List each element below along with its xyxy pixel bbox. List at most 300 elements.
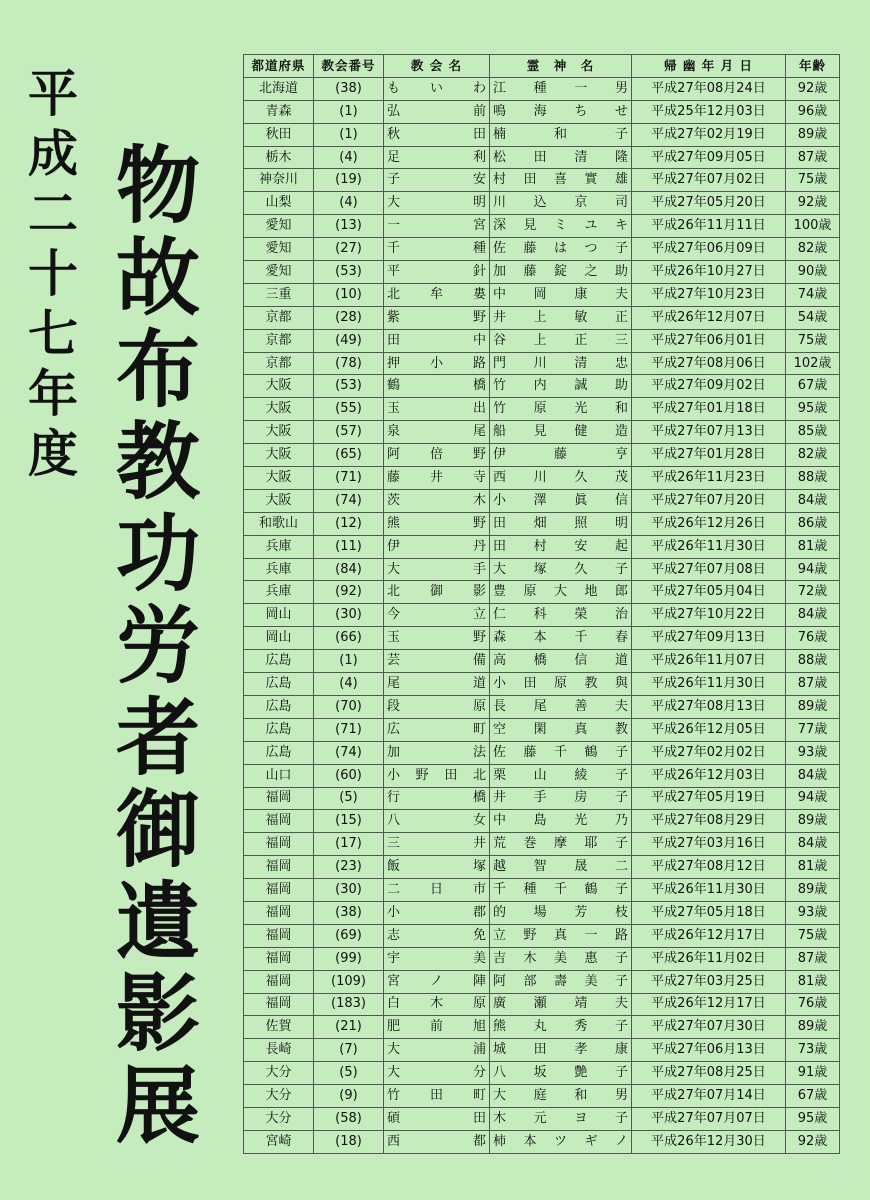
spirit-name-cell: 大 庭 和 男 — [490, 1085, 632, 1108]
table-row — [244, 947, 840, 970]
age-cell: 96歳 — [786, 100, 840, 123]
prefecture-cell: 山口 — [244, 764, 314, 787]
church-number-cell: (10) — [314, 283, 384, 306]
spirit-name-cell: 佐 藤 は つ 子 — [490, 238, 632, 261]
prefecture-cell: 広島 — [244, 673, 314, 696]
age-cell: 73歳 — [786, 1039, 840, 1062]
date-cell: 平成27年07月13日 — [632, 421, 786, 444]
date-cell: 平成27年09月13日 — [632, 627, 786, 650]
age-cell: 93歳 — [786, 741, 840, 764]
church-number-cell: (92) — [314, 581, 384, 604]
age-cell: 87歳 — [786, 146, 840, 169]
church-name-cell: 玉 出 — [384, 398, 490, 421]
church-name-cell: 大 浦 — [384, 1039, 490, 1062]
date-cell: 平成26年12月17日 — [632, 993, 786, 1016]
header-date-of-passing: 帰 幽 年 月 日 — [632, 55, 786, 78]
table-row — [244, 901, 840, 924]
table-row — [244, 604, 840, 627]
date-cell: 平成27年05月19日 — [632, 787, 786, 810]
prefecture-cell: 愛知 — [244, 215, 314, 238]
church-number-cell: (4) — [314, 146, 384, 169]
prefecture-cell: 山梨 — [244, 192, 314, 215]
date-cell: 平成26年10月27日 — [632, 261, 786, 284]
spirit-name-cell: 千 種 千 鶴 子 — [490, 879, 632, 902]
spirit-name-cell: 中 岡 康 夫 — [490, 283, 632, 306]
date-cell: 平成27年09月05日 — [632, 146, 786, 169]
header-spirit-name: 霊 神 名 — [490, 55, 632, 78]
spirit-name-cell: 柿 本 ツ ギ ノ — [490, 1130, 632, 1153]
age-cell: 75歳 — [786, 924, 840, 947]
date-cell: 平成26年11月02日 — [632, 947, 786, 970]
age-cell: 54歳 — [786, 306, 840, 329]
church-number-cell: (65) — [314, 444, 384, 467]
church-name-cell: 大 明 — [384, 192, 490, 215]
table-row — [244, 261, 840, 284]
table-row — [244, 970, 840, 993]
age-cell: 74歳 — [786, 283, 840, 306]
date-cell: 平成27年07月20日 — [632, 489, 786, 512]
age-cell: 92歳 — [786, 1130, 840, 1153]
table-row — [244, 581, 840, 604]
church-number-cell: (70) — [314, 695, 384, 718]
age-cell: 75歳 — [786, 169, 840, 192]
church-number-cell: (55) — [314, 398, 384, 421]
age-cell: 89歳 — [786, 123, 840, 146]
church-number-cell: (4) — [314, 673, 384, 696]
church-number-cell: (30) — [314, 879, 384, 902]
church-name-cell: 阿 倍 野 — [384, 444, 490, 467]
table-row — [244, 741, 840, 764]
spirit-name-cell: 越 智 晟 二 — [490, 856, 632, 879]
church-number-cell: (12) — [314, 512, 384, 535]
age-cell: 67歳 — [786, 375, 840, 398]
spirit-name-cell: 熊 丸 秀 子 — [490, 1016, 632, 1039]
church-number-cell: (30) — [314, 604, 384, 627]
date-cell: 平成27年10月23日 — [632, 283, 786, 306]
age-cell: 95歳 — [786, 1107, 840, 1130]
prefecture-cell: 福岡 — [244, 924, 314, 947]
age-cell: 84歳 — [786, 764, 840, 787]
table-row — [244, 146, 840, 169]
spirit-name-cell: 廣 瀬 靖 夫 — [490, 993, 632, 1016]
header-church-number: 教会番号 — [314, 55, 384, 78]
church-number-cell: (7) — [314, 1039, 384, 1062]
church-name-cell: 泉 尾 — [384, 421, 490, 444]
table-row — [244, 77, 840, 100]
church-number-cell: (53) — [314, 261, 384, 284]
table-row — [244, 123, 840, 146]
church-name-cell: 宇 美 — [384, 947, 490, 970]
church-name-cell: 大 手 — [384, 558, 490, 581]
date-cell: 平成26年12月17日 — [632, 924, 786, 947]
table-row — [244, 718, 840, 741]
date-cell: 平成26年11月30日 — [632, 879, 786, 902]
church-number-cell: (78) — [314, 352, 384, 375]
spirit-name-cell: 空 閑 真 教 — [490, 718, 632, 741]
age-cell: 92歳 — [786, 77, 840, 100]
table-row — [244, 856, 840, 879]
table-row — [244, 375, 840, 398]
spirit-name-cell: 大 塚 久 子 — [490, 558, 632, 581]
prefecture-cell: 福岡 — [244, 947, 314, 970]
table-row — [244, 444, 840, 467]
spirit-name-cell: 豊 原 大 地 郎 — [490, 581, 632, 604]
header-age: 年齢 — [786, 55, 840, 78]
church-number-cell: (71) — [314, 467, 384, 490]
age-cell: 81歳 — [786, 535, 840, 558]
prefecture-cell: 福岡 — [244, 810, 314, 833]
church-number-cell: (15) — [314, 810, 384, 833]
church-number-cell: (60) — [314, 764, 384, 787]
church-number-cell: (1) — [314, 100, 384, 123]
date-cell: 平成26年11月30日 — [632, 673, 786, 696]
spirit-name-cell: 井 手 房 子 — [490, 787, 632, 810]
date-cell: 平成27年07月14日 — [632, 1085, 786, 1108]
prefecture-cell: 大阪 — [244, 375, 314, 398]
prefecture-cell: 宮崎 — [244, 1130, 314, 1153]
spirit-name-cell: 長 尾 善 夫 — [490, 695, 632, 718]
table-row — [244, 924, 840, 947]
age-cell: 102歳 — [786, 352, 840, 375]
church-name-cell: 鶴 橋 — [384, 375, 490, 398]
church-name-cell: 足 利 — [384, 146, 490, 169]
table-row — [244, 283, 840, 306]
date-cell: 平成26年12月30日 — [632, 1130, 786, 1153]
date-cell: 平成27年01月28日 — [632, 444, 786, 467]
prefecture-cell: 兵庫 — [244, 558, 314, 581]
church-name-cell: 尾 道 — [384, 673, 490, 696]
date-cell: 平成27年08月06日 — [632, 352, 786, 375]
table-row — [244, 993, 840, 1016]
church-name-cell: 大 分 — [384, 1062, 490, 1085]
church-name-cell: 二 日 市 — [384, 879, 490, 902]
church-number-cell: (5) — [314, 1062, 384, 1085]
church-number-cell: (5) — [314, 787, 384, 810]
age-cell: 84歳 — [786, 833, 840, 856]
spirit-name-cell: 谷 上 正 三 — [490, 329, 632, 352]
church-name-cell: 今 立 — [384, 604, 490, 627]
date-cell: 平成27年07月07日 — [632, 1107, 786, 1130]
table-row — [244, 558, 840, 581]
prefecture-cell: 福岡 — [244, 856, 314, 879]
table-row — [244, 306, 840, 329]
date-cell: 平成27年03月25日 — [632, 970, 786, 993]
age-cell: 88歳 — [786, 467, 840, 490]
table-row — [244, 810, 840, 833]
age-cell: 89歳 — [786, 695, 840, 718]
header-prefecture: 都道府県 — [244, 55, 314, 78]
church-name-cell: 広 町 — [384, 718, 490, 741]
date-cell: 平成26年12月05日 — [632, 718, 786, 741]
age-cell: 81歳 — [786, 856, 840, 879]
prefecture-cell: 大分 — [244, 1107, 314, 1130]
table-row — [244, 169, 840, 192]
prefecture-cell: 愛知 — [244, 261, 314, 284]
church-name-cell: 加 法 — [384, 741, 490, 764]
church-number-cell: (19) — [314, 169, 384, 192]
prefecture-cell: 大分 — [244, 1085, 314, 1108]
header-church-name: 教 会 名 — [384, 55, 490, 78]
date-cell: 平成26年11月30日 — [632, 535, 786, 558]
date-cell: 平成26年12月03日 — [632, 764, 786, 787]
spirit-name-cell: 中 島 光 乃 — [490, 810, 632, 833]
prefecture-cell: 大阪 — [244, 467, 314, 490]
date-cell: 平成27年06月09日 — [632, 238, 786, 261]
prefecture-cell: 福岡 — [244, 787, 314, 810]
church-name-cell: 志 免 — [384, 924, 490, 947]
age-cell: 89歳 — [786, 1016, 840, 1039]
table-row — [244, 627, 840, 650]
table-row — [244, 1107, 840, 1130]
table-row — [244, 879, 840, 902]
spirit-name-cell: 高 橋 信 道 — [490, 650, 632, 673]
church-number-cell: (11) — [314, 535, 384, 558]
date-cell: 平成27年08月13日 — [632, 695, 786, 718]
church-name-cell: 芸 備 — [384, 650, 490, 673]
age-cell: 72歳 — [786, 581, 840, 604]
table-row — [244, 1016, 840, 1039]
spirit-name-cell: 松 田 清 隆 — [490, 146, 632, 169]
prefecture-cell: 京都 — [244, 352, 314, 375]
church-name-cell: 田 中 — [384, 329, 490, 352]
age-cell: 93歳 — [786, 901, 840, 924]
age-cell: 77歳 — [786, 718, 840, 741]
prefecture-cell: 大阪 — [244, 444, 314, 467]
age-cell: 86歳 — [786, 512, 840, 535]
age-cell: 75歳 — [786, 329, 840, 352]
church-name-cell: も い わ — [384, 77, 490, 100]
church-name-cell: 平 針 — [384, 261, 490, 284]
spirit-name-cell: 小 澤 眞 信 — [490, 489, 632, 512]
spirit-name-cell: 田 村 安 起 — [490, 535, 632, 558]
prefecture-cell: 広島 — [244, 741, 314, 764]
spirit-name-cell: 伊 藤 亨 — [490, 444, 632, 467]
age-cell: 82歳 — [786, 238, 840, 261]
table-row — [244, 650, 840, 673]
church-number-cell: (69) — [314, 924, 384, 947]
prefecture-cell: 神奈川 — [244, 169, 314, 192]
prefecture-cell: 青森 — [244, 100, 314, 123]
church-name-cell: 玉 野 — [384, 627, 490, 650]
table-row — [244, 238, 840, 261]
age-cell: 94歳 — [786, 787, 840, 810]
table-row — [244, 1085, 840, 1108]
prefecture-cell: 長崎 — [244, 1039, 314, 1062]
prefecture-cell: 兵庫 — [244, 581, 314, 604]
date-cell: 平成26年11月07日 — [632, 650, 786, 673]
prefecture-cell: 大阪 — [244, 489, 314, 512]
prefecture-cell: 広島 — [244, 650, 314, 673]
prefecture-cell: 福岡 — [244, 901, 314, 924]
date-cell: 平成27年02月19日 — [632, 123, 786, 146]
spirit-name-cell: 江 種 一 男 — [490, 77, 632, 100]
spirit-name-cell: 加 藤 錠 之 助 — [490, 261, 632, 284]
prefecture-cell: 北海道 — [244, 77, 314, 100]
age-cell: 89歳 — [786, 879, 840, 902]
church-name-cell: 竹 田 町 — [384, 1085, 490, 1108]
church-name-cell: 伊 丹 — [384, 535, 490, 558]
age-cell: 89歳 — [786, 810, 840, 833]
table-row — [244, 695, 840, 718]
age-cell: 82歳 — [786, 444, 840, 467]
prefecture-cell: 秋田 — [244, 123, 314, 146]
church-number-cell: (27) — [314, 238, 384, 261]
church-number-cell: (49) — [314, 329, 384, 352]
church-number-cell: (57) — [314, 421, 384, 444]
church-name-cell: 一 宮 — [384, 215, 490, 238]
table-row — [244, 833, 840, 856]
spirit-name-cell: 田 畑 照 明 — [490, 512, 632, 535]
church-name-cell: 小 野 田 北 — [384, 764, 490, 787]
spirit-name-cell: 荒 巻 摩 耶 子 — [490, 833, 632, 856]
age-cell: 91歳 — [786, 1062, 840, 1085]
spirit-name-cell: 的 場 芳 枝 — [490, 901, 632, 924]
age-cell: 81歳 — [786, 970, 840, 993]
church-number-cell: (23) — [314, 856, 384, 879]
date-cell: 平成27年07月08日 — [632, 558, 786, 581]
church-number-cell: (9) — [314, 1085, 384, 1108]
memorial-roster-table — [243, 54, 840, 1154]
church-name-cell: 三 井 — [384, 833, 490, 856]
spirit-name-cell: 森 本 千 春 — [490, 627, 632, 650]
table-row — [244, 489, 840, 512]
table-row — [244, 535, 840, 558]
table-row — [244, 421, 840, 444]
prefecture-cell: 広島 — [244, 718, 314, 741]
church-name-cell: 子 安 — [384, 169, 490, 192]
church-number-cell: (38) — [314, 77, 384, 100]
spirit-name-cell: 鳴 海 ち せ — [490, 100, 632, 123]
table-row — [244, 1130, 840, 1153]
exhibition-title: 物故布教功労者御遺影展 — [115, 136, 200, 1155]
table-row — [244, 100, 840, 123]
spirit-name-cell: 栗 山 綾 子 — [490, 764, 632, 787]
age-cell: 76歳 — [786, 627, 840, 650]
table-row — [244, 352, 840, 375]
table-row — [244, 192, 840, 215]
prefecture-cell: 福岡 — [244, 879, 314, 902]
date-cell: 平成27年03月16日 — [632, 833, 786, 856]
church-number-cell: (66) — [314, 627, 384, 650]
church-name-cell: 白 木 原 — [384, 993, 490, 1016]
spirit-name-cell: 楠 和 子 — [490, 123, 632, 146]
table-header-row — [244, 55, 840, 78]
age-cell: 84歳 — [786, 604, 840, 627]
date-cell: 平成27年02月02日 — [632, 741, 786, 764]
church-name-cell: 飯 塚 — [384, 856, 490, 879]
spirit-name-cell: 仁 科 榮 治 — [490, 604, 632, 627]
age-cell: 87歳 — [786, 947, 840, 970]
church-number-cell: (38) — [314, 901, 384, 924]
age-cell: 94歳 — [786, 558, 840, 581]
date-cell: 平成26年11月23日 — [632, 467, 786, 490]
date-cell: 平成27年08月25日 — [632, 1062, 786, 1085]
table-row — [244, 1062, 840, 1085]
church-number-cell: (1) — [314, 123, 384, 146]
date-cell: 平成25年12月03日 — [632, 100, 786, 123]
prefecture-cell: 三重 — [244, 283, 314, 306]
prefecture-cell: 広島 — [244, 695, 314, 718]
table-row — [244, 673, 840, 696]
spirit-name-cell: 阿 部 壽 美 子 — [490, 970, 632, 993]
prefecture-cell: 栃木 — [244, 146, 314, 169]
spirit-name-cell: 川 込 京 司 — [490, 192, 632, 215]
spirit-name-cell: 深 見 ミ ユ キ — [490, 215, 632, 238]
church-number-cell: (4) — [314, 192, 384, 215]
table-row — [244, 764, 840, 787]
prefecture-cell: 佐賀 — [244, 1016, 314, 1039]
table-row — [244, 467, 840, 490]
church-number-cell: (21) — [314, 1016, 384, 1039]
church-number-cell: (84) — [314, 558, 384, 581]
table-row — [244, 398, 840, 421]
spirit-name-cell: 木 元 ヨ 子 — [490, 1107, 632, 1130]
church-number-cell: (183) — [314, 993, 384, 1016]
prefecture-cell: 岡山 — [244, 627, 314, 650]
church-number-cell: (1) — [314, 650, 384, 673]
date-cell: 平成27年09月02日 — [632, 375, 786, 398]
prefecture-cell: 福岡 — [244, 993, 314, 1016]
spirit-name-cell: 西 川 久 茂 — [490, 467, 632, 490]
year-title: 平成二十七年度 — [28, 64, 78, 483]
spirit-name-cell: 門 川 清 忠 — [490, 352, 632, 375]
prefecture-cell: 福岡 — [244, 833, 314, 856]
prefecture-cell: 大阪 — [244, 421, 314, 444]
age-cell: 85歳 — [786, 421, 840, 444]
spirit-name-cell: 立 野 真 一 路 — [490, 924, 632, 947]
date-cell: 平成27年08月29日 — [632, 810, 786, 833]
spirit-name-cell: 竹 内 誠 助 — [490, 375, 632, 398]
church-number-cell: (17) — [314, 833, 384, 856]
prefecture-cell: 福岡 — [244, 970, 314, 993]
prefecture-cell: 愛知 — [244, 238, 314, 261]
spirit-name-cell: 小 田 原 教 與 — [490, 673, 632, 696]
age-cell: 100歳 — [786, 215, 840, 238]
church-name-cell: 西 都 — [384, 1130, 490, 1153]
date-cell: 平成27年06月01日 — [632, 329, 786, 352]
date-cell: 平成27年05月04日 — [632, 581, 786, 604]
date-cell: 平成26年12月26日 — [632, 512, 786, 535]
church-number-cell: (58) — [314, 1107, 384, 1130]
table-row — [244, 215, 840, 238]
spirit-name-cell: 城 田 孝 康 — [490, 1039, 632, 1062]
date-cell: 平成27年06月13日 — [632, 1039, 786, 1062]
date-cell: 平成27年10月22日 — [632, 604, 786, 627]
prefecture-cell: 京都 — [244, 306, 314, 329]
church-number-cell: (74) — [314, 489, 384, 512]
church-number-cell: (74) — [314, 741, 384, 764]
church-number-cell: (28) — [314, 306, 384, 329]
age-cell: 95歳 — [786, 398, 840, 421]
prefecture-cell: 大分 — [244, 1062, 314, 1085]
prefecture-cell: 和歌山 — [244, 512, 314, 535]
church-name-cell: 藤 井 寺 — [384, 467, 490, 490]
date-cell: 平成27年05月18日 — [632, 901, 786, 924]
age-cell: 84歳 — [786, 489, 840, 512]
table-row — [244, 1039, 840, 1062]
date-cell: 平成27年08月12日 — [632, 856, 786, 879]
church-name-cell: 北 牟 婁 — [384, 283, 490, 306]
spirit-name-cell: 船 見 健 造 — [490, 421, 632, 444]
age-cell: 92歳 — [786, 192, 840, 215]
church-name-cell: 千 種 — [384, 238, 490, 261]
date-cell: 平成26年11月11日 — [632, 215, 786, 238]
table-row — [244, 787, 840, 810]
church-name-cell: 肥 前 旭 — [384, 1016, 490, 1039]
church-number-cell: (99) — [314, 947, 384, 970]
prefecture-cell: 大阪 — [244, 398, 314, 421]
date-cell: 平成27年07月30日 — [632, 1016, 786, 1039]
